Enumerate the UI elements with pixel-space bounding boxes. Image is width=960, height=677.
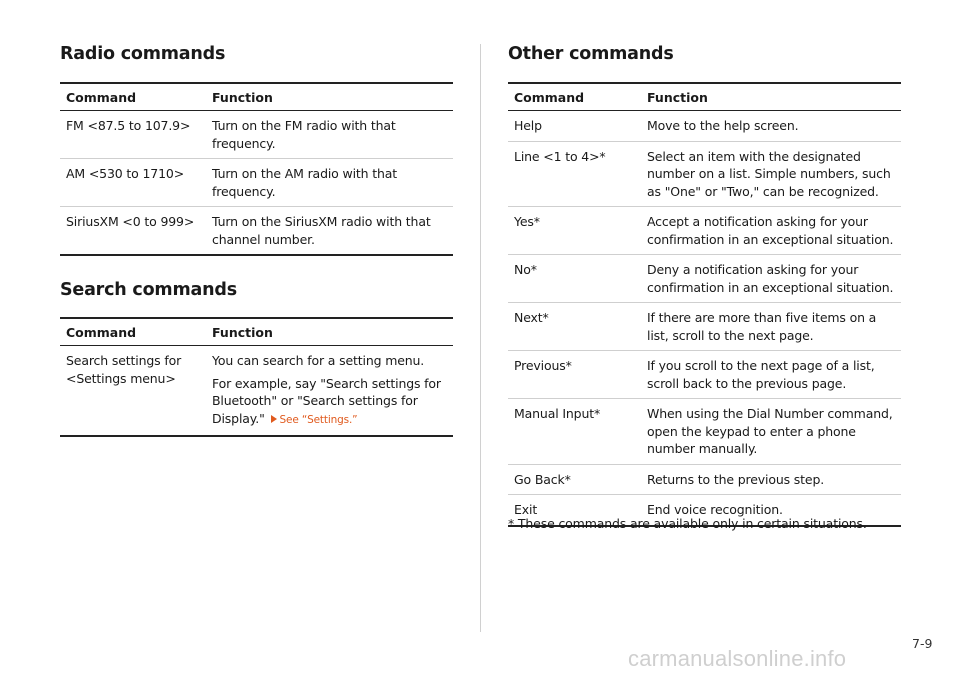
table-row	[60, 111, 453, 159]
function-cell: Turn on the AM radio with that frequency.	[206, 159, 453, 207]
function-cell	[206, 346, 453, 437]
column-header-function: Function	[641, 83, 901, 111]
column-header-command: Command	[508, 83, 641, 111]
function-cell: If you scroll to the next page of a list, scroll back to the previous page.	[641, 351, 901, 399]
search-commands-title: Search commands	[60, 280, 237, 300]
table-row	[60, 346, 453, 437]
table-row	[508, 141, 901, 207]
search-commands-table	[60, 317, 453, 437]
command-cell: AM <530 to 1710>	[60, 159, 206, 207]
table-row	[60, 207, 453, 256]
function-cell: Returns to the previous step.	[641, 464, 901, 495]
function-cell: End voice recognition.	[641, 495, 901, 526]
command-cell: Manual Input*	[508, 399, 641, 465]
function-text: You can search for a setting menu.	[212, 353, 425, 368]
footnote: * These commands are available only in certain situations.	[508, 516, 867, 531]
watermark: carmanualsonline.info	[628, 646, 847, 671]
column-header-command: Command	[60, 83, 206, 111]
page-number: 7-9	[912, 636, 933, 651]
command-cell: Go Back*	[508, 464, 641, 495]
radio-commands-title: Radio commands	[60, 44, 226, 64]
radio-commands-table	[60, 82, 453, 256]
function-cell: Turn on the FM radio with that frequency.	[206, 111, 453, 159]
command-cell: FM <87.5 to 107.9>	[60, 111, 206, 159]
command-cell: Previous*	[508, 351, 641, 399]
example-text: For example, say "Search settings for Bluetooth" or "Search settings for Display."	[212, 375, 441, 426]
other-commands-table	[508, 82, 901, 527]
command-cell: Search settings for <Settings menu>	[60, 346, 206, 437]
column-divider	[480, 44, 481, 632]
command-cell: Yes*	[508, 207, 641, 255]
function-cell: Select an item with the designated number on a list. Simple numbers, such as "One" or "Two," can be recognized.	[641, 141, 901, 207]
command-cell: Exit	[508, 495, 641, 526]
column-header-command: Command	[60, 318, 206, 346]
table-header-row	[60, 83, 453, 111]
see-reference[interactable]	[269, 414, 358, 426]
table-row	[508, 351, 901, 399]
table-row	[508, 399, 901, 465]
table-row	[508, 303, 901, 351]
table-row	[508, 464, 901, 495]
other-commands-title: Other commands	[508, 44, 674, 64]
table-row	[508, 255, 901, 303]
table-row	[508, 111, 901, 142]
table-row	[508, 207, 901, 255]
command-cell: No*	[508, 255, 641, 303]
column-header-function: Function	[206, 83, 453, 111]
command-cell: Help	[508, 111, 641, 142]
command-cell: Line <1 to 4>*	[508, 141, 641, 207]
see-reference-text: See “Settings.”	[279, 413, 358, 426]
command-cell: Next*	[508, 303, 641, 351]
table-header-row	[508, 83, 901, 111]
function-cell: Turn on the SiriusXM radio with that channel number.	[206, 207, 453, 256]
column-header-function: Function	[206, 318, 453, 346]
arrow-right-icon	[271, 415, 277, 423]
function-cell: Deny a notification asking for your confirmation in an exceptional situation.	[641, 255, 901, 303]
function-cell: If there are more than five items on a list, scroll to the next page.	[641, 303, 901, 351]
function-cell: When using the Dial Number command, open the keypad to enter a phone number manually.	[641, 399, 901, 465]
command-cell: SiriusXM <0 to 999>	[60, 207, 206, 256]
table-row	[60, 159, 453, 207]
function-cell: Move to the help screen.	[641, 111, 901, 142]
table-header-row	[60, 318, 453, 346]
function-cell: Accept a notification asking for your confirmation in an exceptional situation.	[641, 207, 901, 255]
